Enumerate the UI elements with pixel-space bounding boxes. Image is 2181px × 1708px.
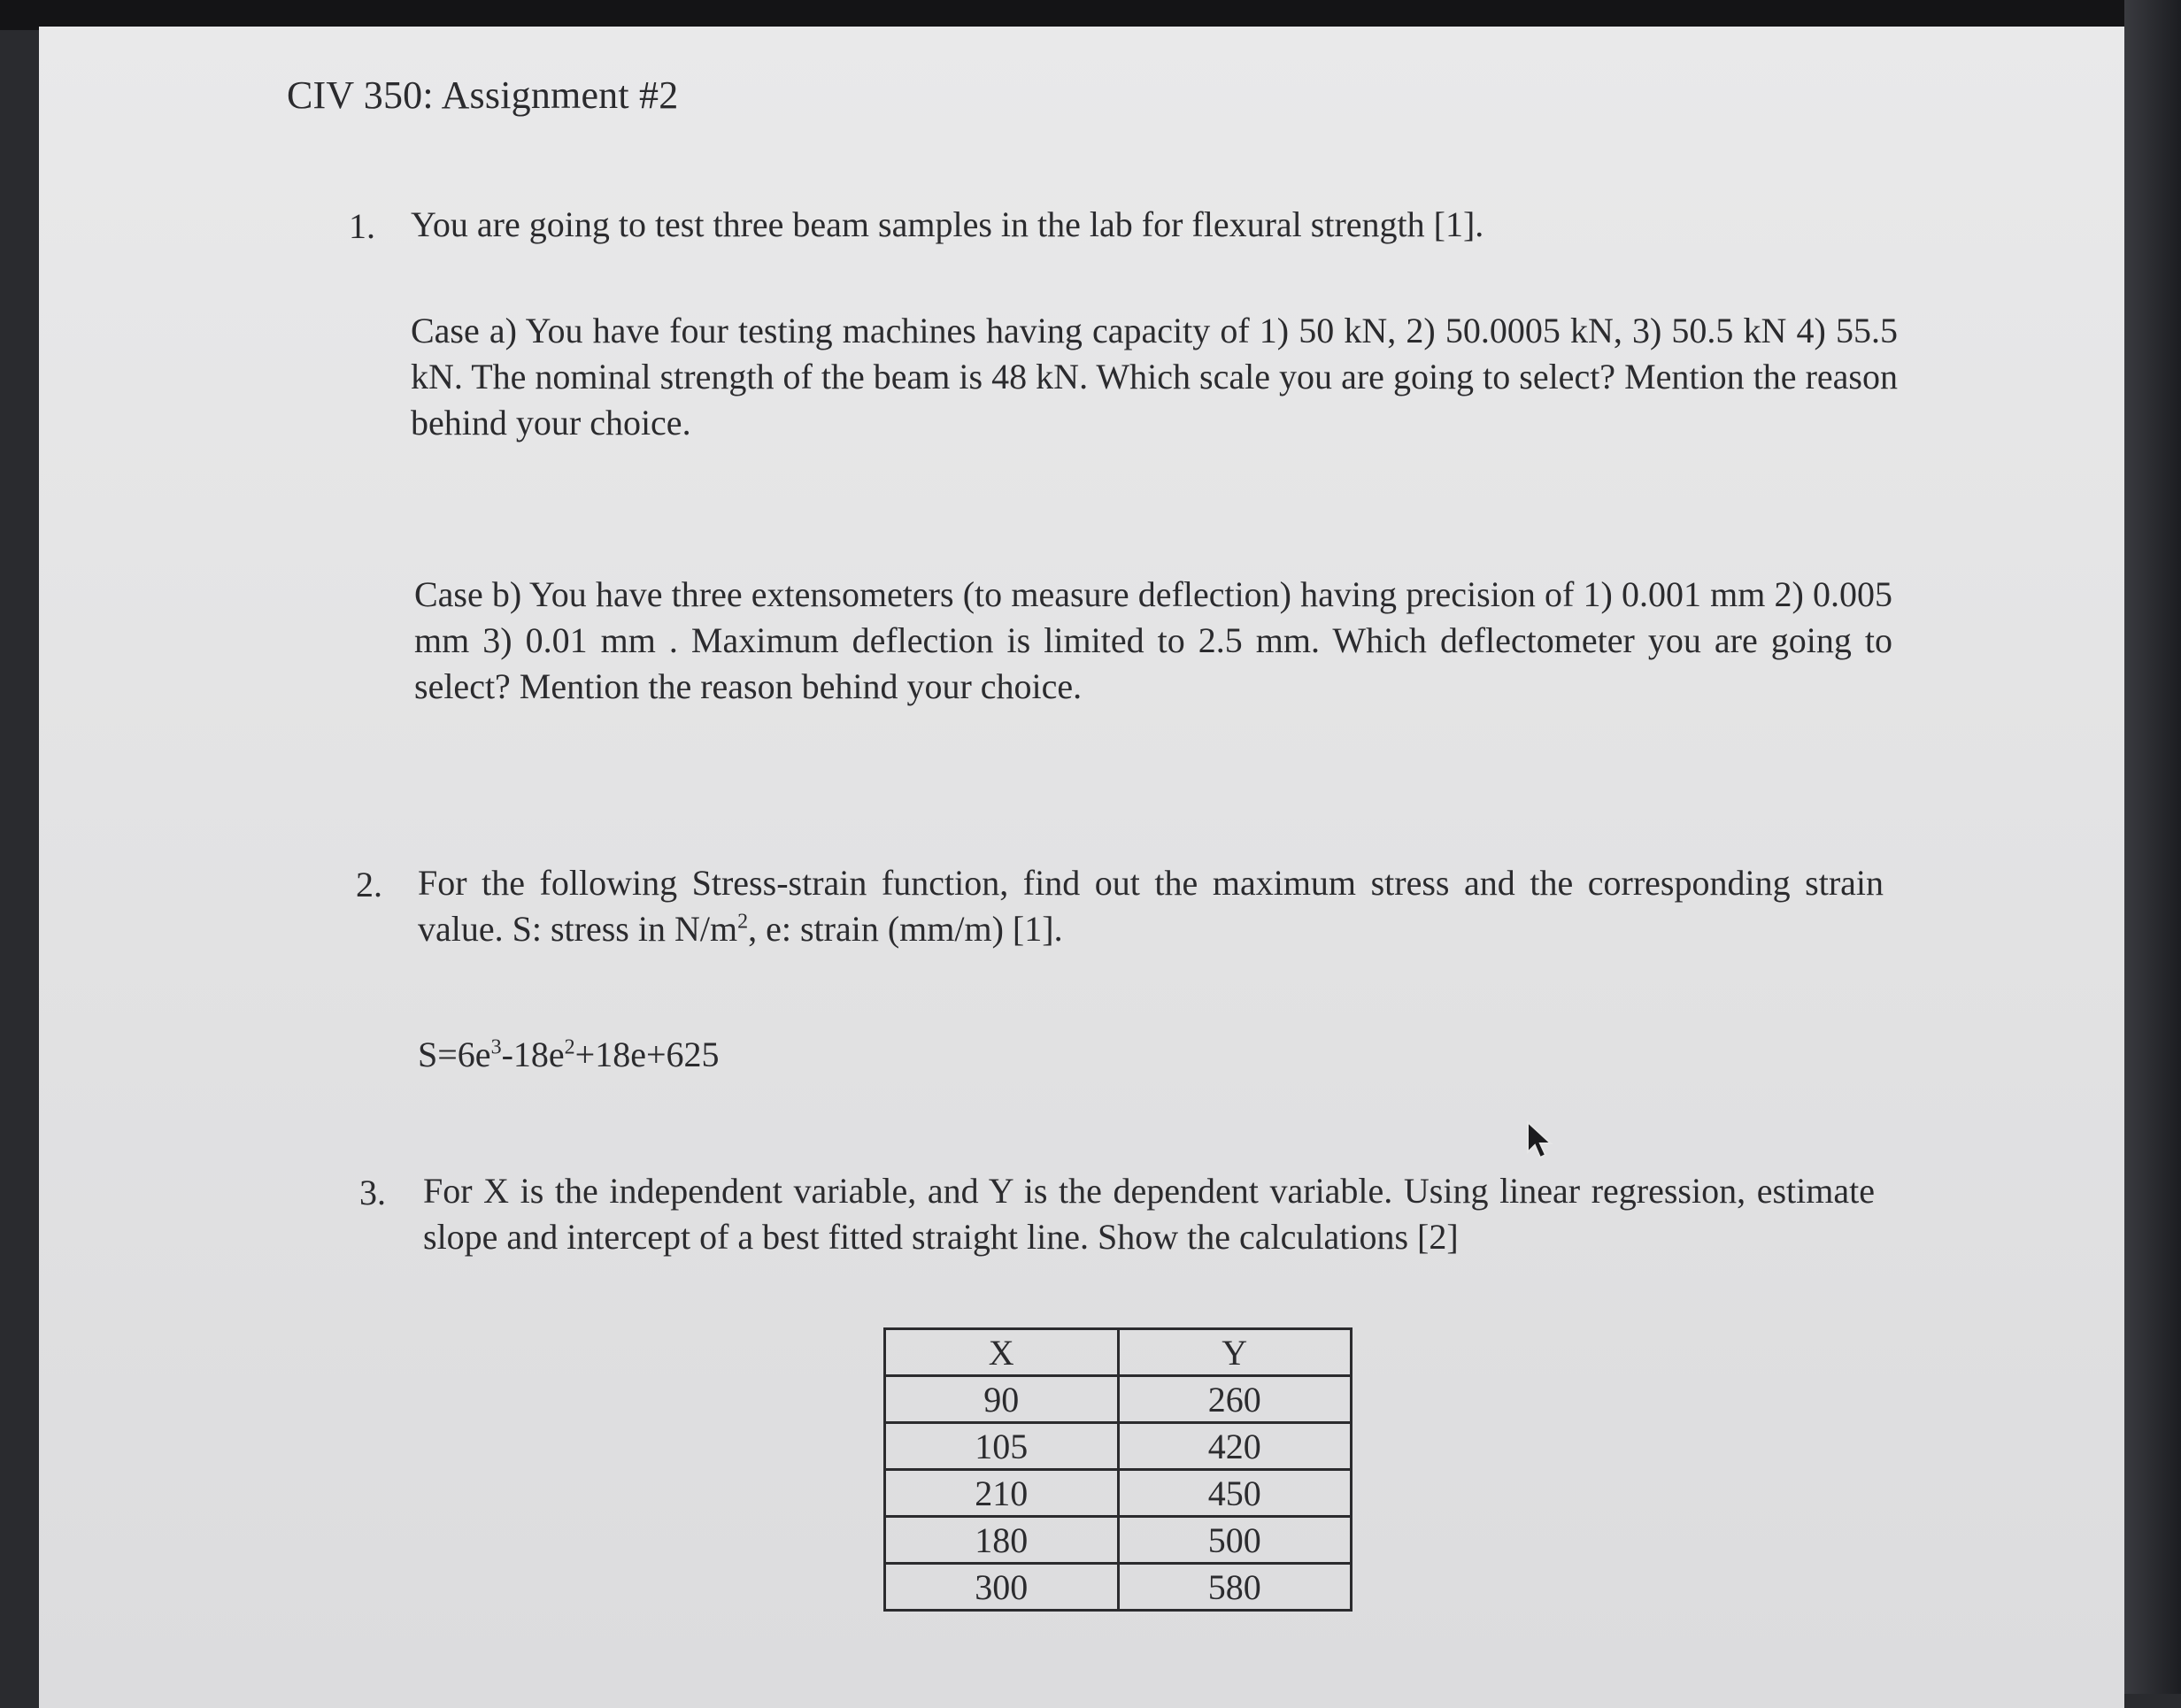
xy-data-table — [883, 1327, 1353, 1612]
question-2-text-main: For the following Stress-strain function, find out the maximum stress and the corresponding strain value. S: stress in N/m — [418, 863, 1884, 949]
table-cell-y: 450 — [1118, 1470, 1352, 1517]
document-page — [39, 27, 2124, 1708]
stress-strain-formula — [418, 1032, 720, 1078]
table-header-x: X — [885, 1329, 1119, 1376]
question-3-text: For X is the independent variable, and Y is the dependent variable. Using linear regression, estimate slope and intercept of a best fitted straight line. Show the calculations [2] — [423, 1171, 1875, 1257]
table-row — [885, 1423, 1352, 1470]
monitor-bezel-top — [0, 0, 2181, 30]
table-row — [885, 1376, 1352, 1423]
table-cell-x: 180 — [885, 1517, 1119, 1564]
question-2-unit-exponent: 2 — [737, 910, 749, 934]
table-cell-x: 90 — [885, 1376, 1119, 1423]
question-1-text: You are going to test three beam samples in the lab for flexural strength [1]. — [411, 204, 1484, 244]
table-row — [885, 1517, 1352, 1564]
formula-exp-2: 2 — [564, 1035, 575, 1059]
table-cell-y: 420 — [1118, 1423, 1352, 1470]
table-header-y: Y — [1118, 1329, 1352, 1376]
question-1-case-a: Case a) You have four testing machines having capacity of 1) 50 kN, 2) 50.0005 kN, 3) 50.5 kN 4) 55.5 kN. The nominal strength of the beam is 48 kN. Which scale you are going to select? Mention the reason behind your choice. — [411, 311, 1898, 442]
table-cell-y: 580 — [1118, 1564, 1352, 1611]
table-row — [885, 1470, 1352, 1517]
mouse-pointer-icon — [1522, 1120, 1558, 1163]
formula-part-3: +18e+625 — [574, 1035, 720, 1074]
monitor-bezel-right — [2124, 0, 2181, 1694]
formula-exp-1: 3 — [490, 1035, 502, 1059]
table-row — [885, 1564, 1352, 1611]
table-cell-y: 500 — [1118, 1517, 1352, 1564]
question-2-number: 2. — [356, 865, 382, 904]
question-1-number: 1. — [349, 206, 375, 246]
table-cell-y: 260 — [1118, 1376, 1352, 1423]
table-cell-x: 210 — [885, 1470, 1119, 1517]
formula-part-2: -18e — [501, 1035, 565, 1074]
table-cell-x: 105 — [885, 1423, 1119, 1470]
table-cell-x: 300 — [885, 1564, 1119, 1611]
formula-part-1: S=6e — [418, 1035, 491, 1074]
question-2-text — [418, 860, 1884, 952]
document-title: CIV 350: Assignment #2 — [287, 73, 679, 117]
question-1-case-b: Case b) You have three extensometers (to measure deflection) having precision of 1) 0.001 mm 2) 0.005 mm 3) 0.01 mm . Maximum deflection is limited to 2.5 mm. Which deflectometer you are going to select? Mention the reason behind your choice. — [414, 574, 1892, 706]
question-2-text-end: , e: strain (mm/m) [1]. — [748, 909, 1063, 949]
table-header-row — [885, 1329, 1352, 1376]
question-3-number: 3. — [359, 1173, 386, 1212]
